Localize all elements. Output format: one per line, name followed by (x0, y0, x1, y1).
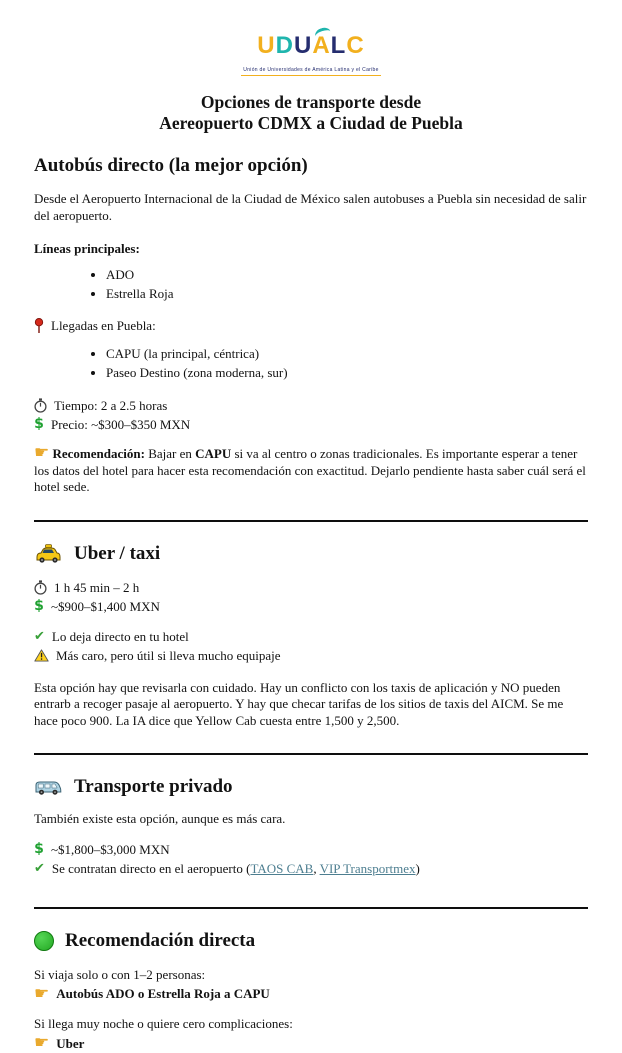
uber-note-paragraph: Esta opción hay que revisarla con cuidado. Hay un conflicto con los taxis de aplicación y NO pueden entrarb a recoger pasaje al aeropuerto. Y hay que checar tarifas de los sitios de taxis del AICM. Se me hace poco 900. La IA dice que Yellow Cab cuesta entre 1,500 y 2,500. (34, 679, 564, 728)
section-heading-uber (34, 542, 588, 566)
section-divider (34, 520, 588, 522)
pointing-hand-icon: ☛ (34, 983, 50, 1004)
private-hire-post: ) (415, 860, 420, 876)
bus-lines-list (34, 266, 588, 302)
private-hire-sep: , (313, 860, 320, 876)
section-heading-private (34, 775, 588, 799)
pointing-hand-icon: ☛ (34, 443, 50, 463)
dollar-icon: $ (34, 416, 44, 432)
bus-time-line (34, 397, 588, 414)
uber-pro-text: Lo deja directo en tu hotel (51, 628, 189, 644)
bus-time-text: Tiempo: 2 a 2.5 horas (54, 398, 168, 413)
private-price-line (34, 841, 588, 858)
logo (34, 34, 588, 76)
uber-time-text: 1 h 45 min – 2 h (54, 579, 140, 595)
bus-recommendation-bold: CAPU (195, 446, 232, 461)
bus-arrivals-line (34, 317, 588, 334)
list-item: • Estrella Roja (106, 285, 588, 302)
direct-case1-line (34, 985, 588, 1002)
section-divider (34, 907, 588, 909)
bus-price-line (34, 416, 588, 433)
uber-time-line (34, 579, 588, 596)
uber-pro-line (34, 628, 588, 645)
section-heading-direct-text: Recomendación directa (65, 929, 256, 951)
pointing-hand-icon: ☛ (34, 1033, 50, 1053)
taxi-icon (34, 544, 63, 564)
bus-recommendation-label: Recomendación: (52, 446, 145, 461)
list-item: • Paseo Destino (zona moderna, sur) (106, 364, 588, 381)
section-heading-direct (34, 929, 588, 953)
logo-letter: L (330, 32, 347, 59)
stopwatch-icon (34, 398, 47, 413)
bus-intro-paragraph: Desde el Aeropuerto Internacional de la Ciudad de México salen autobuses a Puebla sin necesidad de salir del aeropuerto. (34, 191, 587, 223)
pushpin-icon (34, 318, 44, 334)
bus-recommendation-paragraph (34, 443, 588, 496)
uber-con-line (34, 647, 588, 664)
bus-recommendation-pre: Bajar en (144, 446, 196, 461)
section-heading-private-text: Transporte privado (74, 776, 233, 797)
dollar-icon: $ (34, 597, 44, 614)
warning-icon (34, 649, 49, 662)
link-vip-transportmex[interactable]: VIP Transportmex (319, 860, 416, 876)
list-item: • CAPU (la principal, céntrica) (106, 345, 588, 362)
link-taos-cab[interactable]: TAOS CAB (250, 860, 314, 876)
logo-letter: C (346, 32, 365, 59)
bus-price-text: Precio: ~$300–$350 MXN (51, 417, 191, 432)
page-title-line2: Aereopuerto CDMX a Ciudad de Puebla (159, 113, 463, 133)
private-hire-text (52, 860, 420, 877)
logo-letter: A (312, 32, 331, 59)
uber-price-text: ~$900–$1,400 MXN (51, 598, 160, 614)
bus-lines-label: Líneas principales: (34, 241, 140, 256)
logo-letter: U (293, 32, 313, 59)
direct-case2-line (34, 1035, 588, 1052)
dollar-icon: $ (34, 840, 44, 857)
section-heading-bus: Autobús directo (la mejor opción) (34, 155, 308, 176)
uber-price-line (34, 598, 588, 615)
logo-tagline: Unión de Universidades de América Latina y el Caribe (241, 67, 380, 76)
private-price-text: ~$1,800–$3,000 MXN (51, 841, 170, 857)
bus-arrivals-list (34, 345, 588, 381)
section-heading-uber-text: Uber / taxi (74, 542, 161, 564)
green-circle-icon (34, 931, 54, 951)
list-item: • ADO (106, 266, 588, 283)
page-title-line1: Opciones de transporte desde (200, 92, 422, 112)
section-divider (34, 753, 588, 755)
check-icon: ✔ (34, 860, 45, 876)
direct-case2-value: Uber (56, 1035, 85, 1051)
page-title (34, 92, 588, 134)
logo-letter: U (257, 32, 276, 59)
private-hire-line (34, 860, 588, 877)
private-intro-text: También existe esta opción, aunque es más cara. (34, 811, 286, 826)
logo-letter: D (275, 32, 294, 59)
stopwatch-icon (34, 580, 47, 595)
logo-wordmark (257, 34, 364, 58)
van-icon (34, 778, 63, 797)
direct-case1-label: Si viaja solo o con 1–2 personas: (34, 966, 206, 982)
bus-arrivals-label: Llegadas en Puebla: (51, 318, 156, 333)
check-icon: ✔ (34, 628, 45, 644)
direct-case1-value: Autobús ADO o Estrella Roja a CAPU (56, 986, 270, 1001)
bus-recommendation-post: si va al centro o zonas tradicionales. Es importante esperar a tener los datos del hotel para hacer esta recomendación con exactitud. Dejarlo pendiente hasta saber cuál será el hotel sede. (34, 446, 586, 494)
direct-case2-label: Si llega muy noche o quiere cero complicaciones: (34, 1016, 293, 1031)
private-hire-pre: Se contratan directo en el aeropuerto ( (51, 860, 251, 876)
uber-con-text: Más caro, pero útil si lleva mucho equipaje (56, 647, 281, 663)
